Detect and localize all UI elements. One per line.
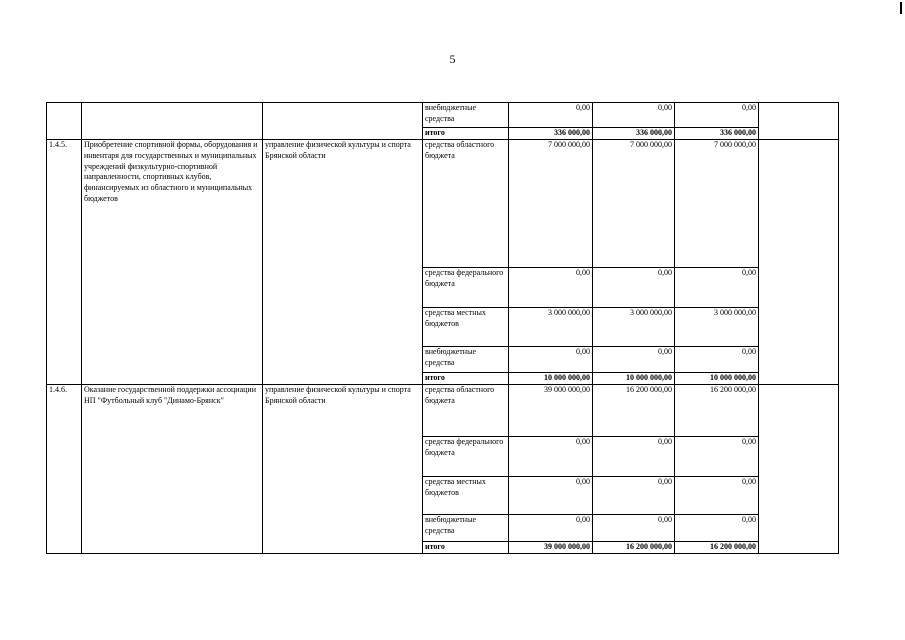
amount-2014: 0,00 <box>509 268 593 308</box>
table-row <box>47 385 839 437</box>
total-2014: 10 000 000,00 <box>509 373 593 385</box>
funding-source-total: итого <box>423 128 509 140</box>
funding-source: средства местных бюджетов <box>423 308 509 347</box>
amount-2015: 16 200 000,00 <box>593 385 675 437</box>
total-2015: 336 000,00 <box>593 128 675 140</box>
amount-2014: 0,00 <box>509 347 593 373</box>
amount-2016: 7 000 000,00 <box>675 140 759 268</box>
total-2015: 10 000 000,00 <box>593 373 675 385</box>
carry-number-cell <box>47 103 82 140</box>
amount-2016: 16 200 000,00 <box>675 385 759 437</box>
amount-2014: 7 000 000,00 <box>509 140 593 268</box>
item-number: 1.4.5. <box>47 140 82 385</box>
funding-source-total: итого <box>423 373 509 385</box>
funding-source: средства областного бюджета <box>423 385 509 437</box>
amount-2016: 0,00 <box>675 103 759 128</box>
funding-source: внебюджетные средства <box>423 103 509 128</box>
amount-2015: 3 000 000,00 <box>593 308 675 347</box>
amount-2016: 0,00 <box>675 347 759 373</box>
amount-2015: 7 000 000,00 <box>593 140 675 268</box>
table-row <box>47 103 839 128</box>
amount-2014: 0,00 <box>509 477 593 515</box>
item-description: Оказание государственной поддержки ассоциации НП "Футбольный клуб "Динамо-Брянск" <box>82 385 263 554</box>
total-2014: 39 000 000,00 <box>509 542 593 554</box>
item-executor: управление физической культуры и спорта Брянской области <box>263 385 423 554</box>
item-description: Приобретение спортивной формы, оборудования и инвентаря для государственных и муниципальных учреждений физкультурно-спортивной направленности, спортивных клубов, финансируемых из областного и муниципальных бюджетов <box>82 140 263 385</box>
amount-2014: 3 000 000,00 <box>509 308 593 347</box>
total-2016: 336 000,00 <box>675 128 759 140</box>
budget-table <box>46 102 839 554</box>
total-2016: 16 200 000,00 <box>675 542 759 554</box>
total-2016: 10 000 000,00 <box>675 373 759 385</box>
page-number: 5 <box>449 52 456 66</box>
table-row <box>47 140 839 268</box>
amount-2016: 0,00 <box>675 268 759 308</box>
amount-2014: 0,00 <box>509 437 593 477</box>
funding-source: средства местных бюджетов <box>423 477 509 515</box>
funding-source: средства федерального бюджета <box>423 437 509 477</box>
extra-cell <box>759 140 839 385</box>
total-2015: 16 200 000,00 <box>593 542 675 554</box>
amount-2015: 0,00 <box>593 477 675 515</box>
funding-source-total: итого <box>423 542 509 554</box>
amount-2015: 0,00 <box>593 103 675 128</box>
item-number: 1.4.6. <box>47 385 82 554</box>
amount-2016: 0,00 <box>675 437 759 477</box>
extra-cell <box>759 103 839 140</box>
item-executor: управление физической культуры и спорта Брянской области <box>263 140 423 385</box>
funding-source: средства областного бюджета <box>423 140 509 268</box>
funding-source: внебюджетные средства <box>423 347 509 373</box>
amount-2015: 0,00 <box>593 268 675 308</box>
amount-2015: 0,00 <box>593 437 675 477</box>
extra-cell <box>759 385 839 554</box>
funding-source: внебюджетные средства <box>423 515 509 542</box>
carry-executor-cell <box>263 103 423 140</box>
amount-2014: 0,00 <box>509 103 593 128</box>
amount-2016: 0,00 <box>675 515 759 542</box>
carry-description-cell <box>82 103 263 140</box>
amount-2016: 0,00 <box>675 477 759 515</box>
amount-2015: 0,00 <box>593 515 675 542</box>
scan-edge-mark <box>900 2 902 14</box>
amount-2016: 3 000 000,00 <box>675 308 759 347</box>
amount-2014: 0,00 <box>509 515 593 542</box>
amount-2015: 0,00 <box>593 347 675 373</box>
amount-2014: 39 000 000,00 <box>509 385 593 437</box>
total-2014: 336 000,00 <box>509 128 593 140</box>
funding-source: средства федерального бюджета <box>423 268 509 308</box>
